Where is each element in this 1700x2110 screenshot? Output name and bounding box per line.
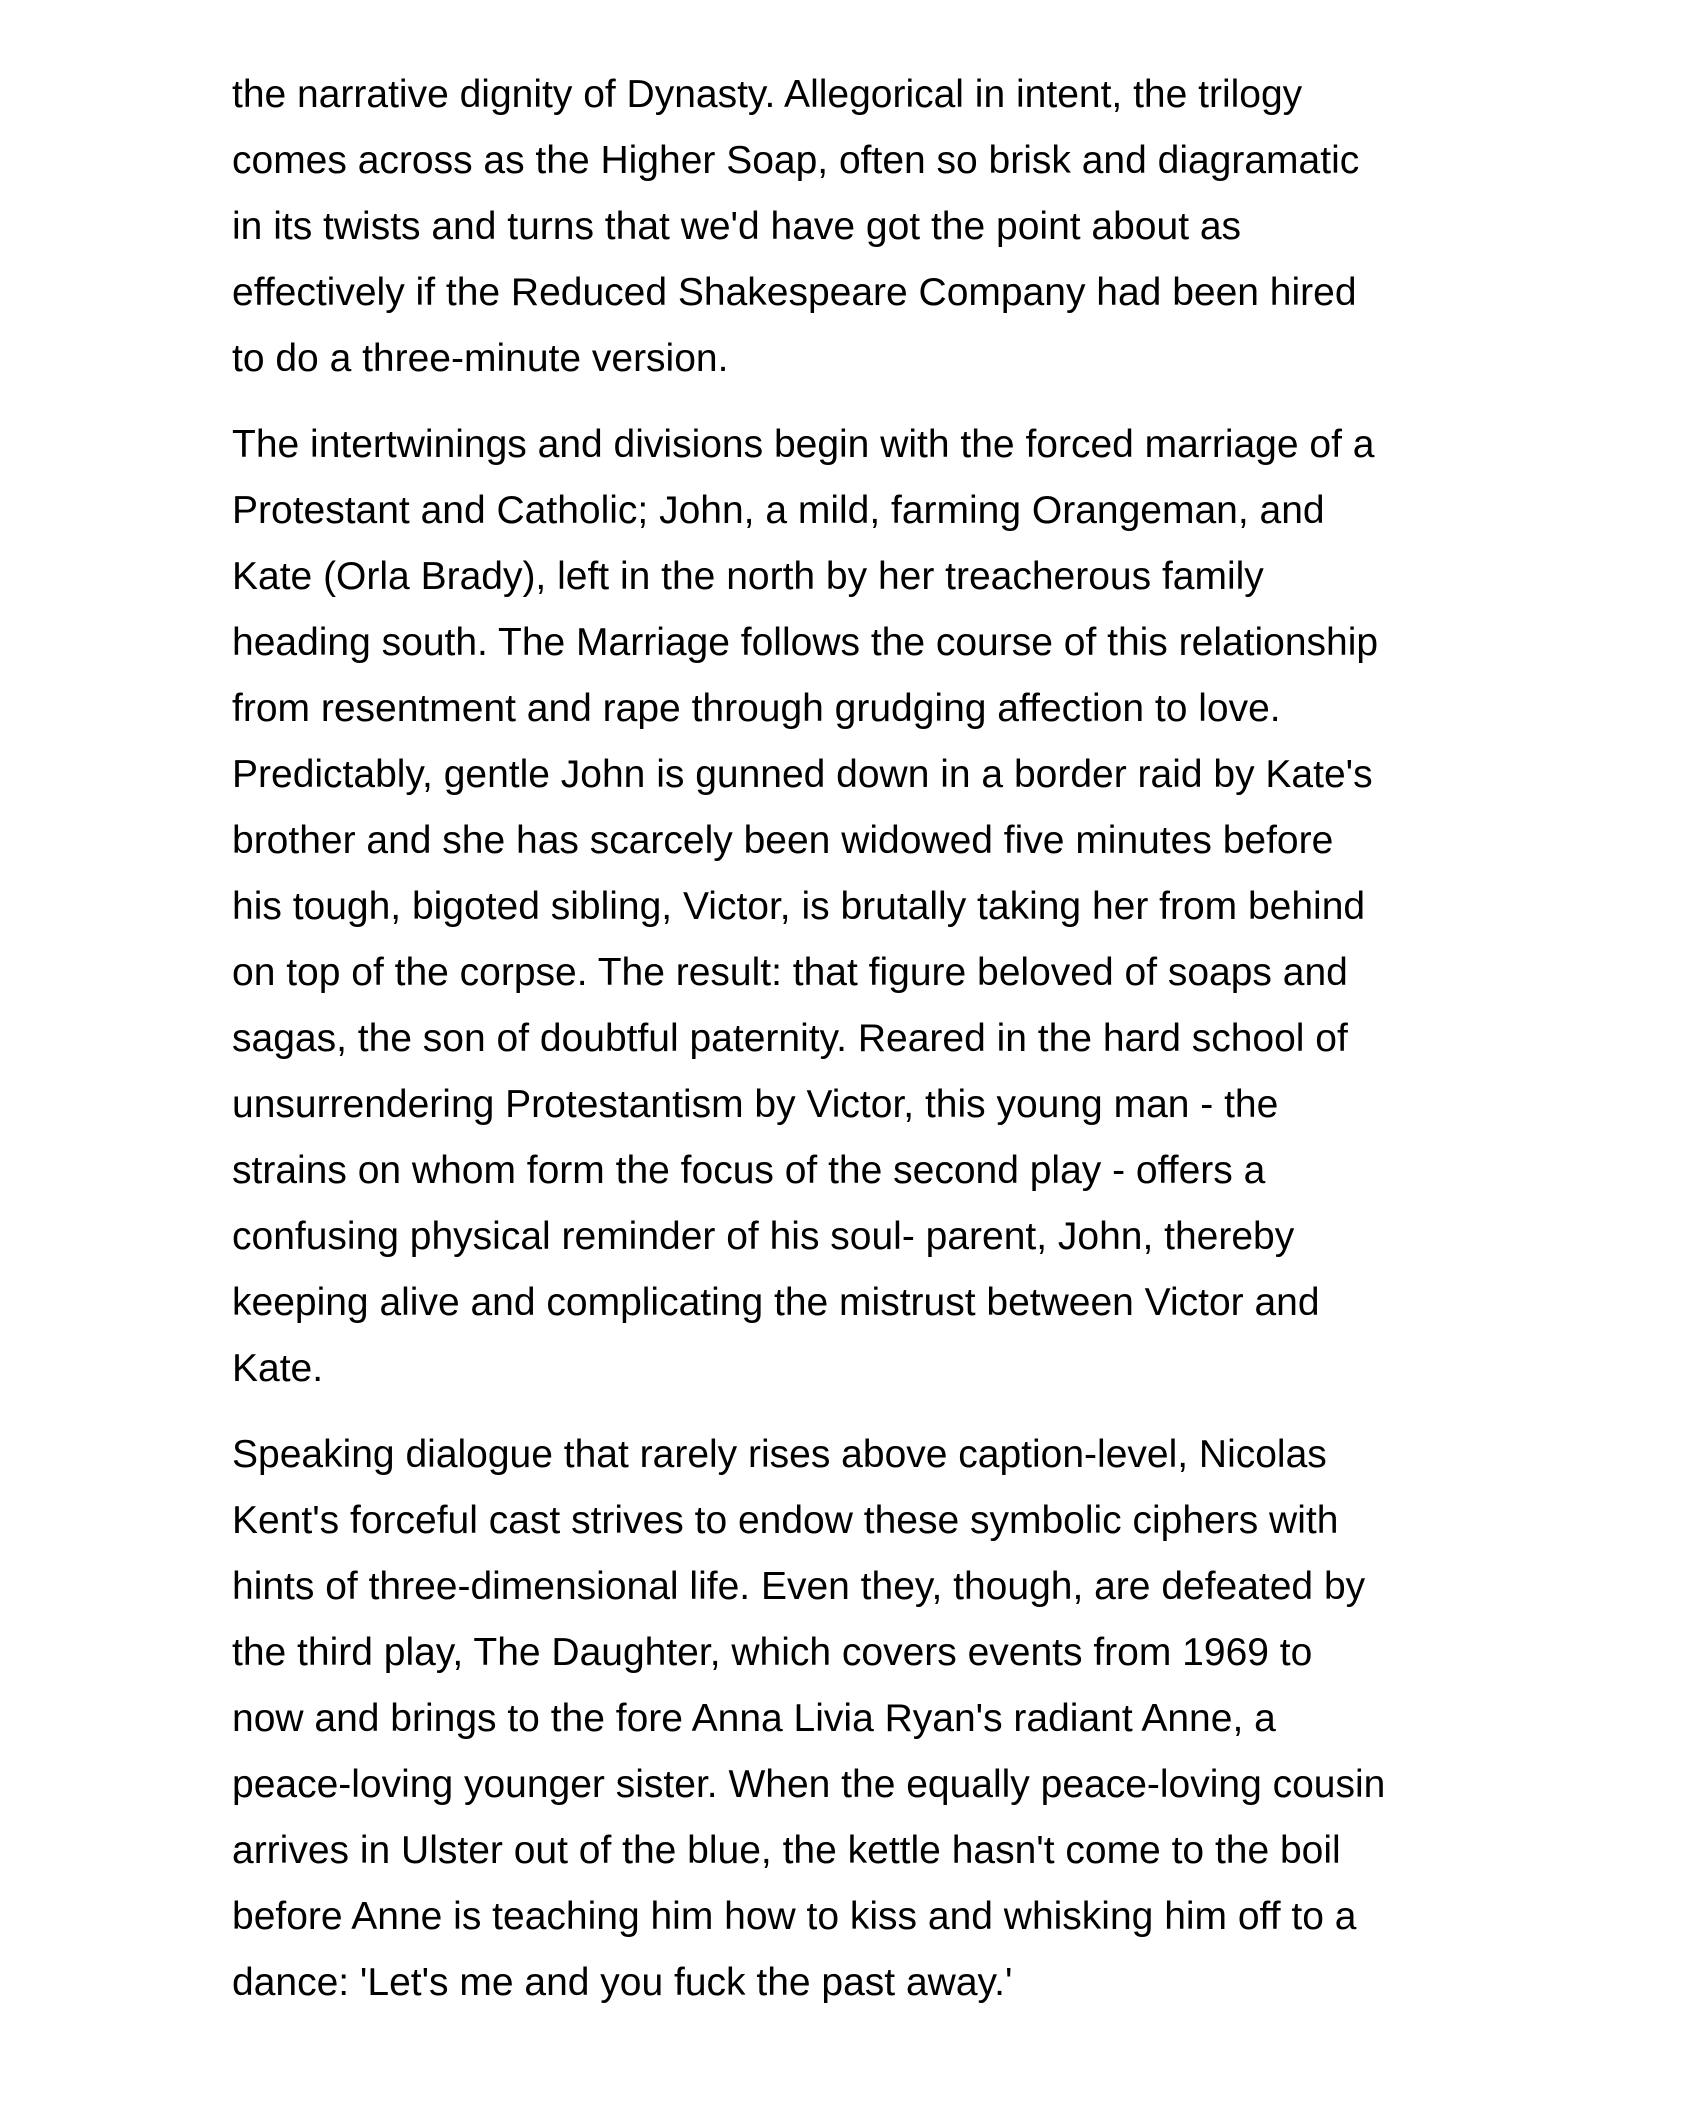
text-line: in its twists and turns that we'd have got the point about as xyxy=(232,205,1242,248)
text-line: Protestant and Catholic; John, a mild, farming Orangeman, and xyxy=(232,489,1325,532)
text-line: his tough, bigoted sibling, Victor, is brutally taking her from behind xyxy=(232,885,1366,928)
text-line: strains on whom form the focus of the second play - offers a xyxy=(232,1149,1266,1192)
text-line: Speaking dialogue that rarely rises above caption-level, Nicolas xyxy=(232,1433,1327,1476)
text-line: the narrative dignity of Dynasty. Allegorical in intent, the trilogy xyxy=(232,73,1303,116)
text-line: keeping alive and complicating the mistrust between Victor and xyxy=(232,1281,1320,1324)
text-line: before Anne is teaching him how to kiss and whisking him off to a xyxy=(232,1895,1357,1938)
paragraph-1 xyxy=(232,62,1472,392)
text-line: brother and she has scarcely been widowed five minutes before xyxy=(232,819,1334,862)
text-line: Predictably, gentle John is gunned down in a border raid by Kate's xyxy=(232,753,1373,796)
text-line: confusing physical reminder of his soul- parent, John, thereby xyxy=(232,1215,1295,1258)
text-line: sagas, the son of doubtful paternity. Reared in the hard school of xyxy=(232,1017,1348,1060)
text-line: dance: 'Let's me and you fuck the past away.' xyxy=(232,1961,1013,2004)
text-line: arrives in Ulster out of the blue, the kettle hasn't come to the boil xyxy=(232,1829,1341,1872)
paragraph-2 xyxy=(232,412,1472,1402)
text-line: effectively if the Reduced Shakespeare Company had been hired xyxy=(232,271,1357,314)
text-line: now and brings to the fore Anna Livia Ryan's radiant Anne, a xyxy=(232,1697,1276,1740)
text-line: from resentment and rape through grudging affection to love. xyxy=(232,687,1281,730)
paragraph-3 xyxy=(232,1422,1472,2016)
text-line: comes across as the Higher Soap, often so brisk and diagramatic xyxy=(232,139,1360,182)
text-line: hints of three-dimensional life. Even they, though, are defeated by xyxy=(232,1565,1366,1608)
text-line: heading south. The Marriage follows the course of this relationship xyxy=(232,621,1379,664)
text-line: the third play, The Daughter, which covers events from 1969 to xyxy=(232,1631,1313,1674)
text-line: peace-loving younger sister. When the equally peace-loving cousin xyxy=(232,1763,1386,1806)
text-line: Kent's forceful cast strives to endow these symbolic ciphers with xyxy=(232,1499,1339,1542)
text-line: The intertwinings and divisions begin with the forced marriage of a xyxy=(232,423,1375,466)
text-line: unsurrendering Protestantism by Victor, this young man - the xyxy=(232,1083,1279,1126)
text-line: on top of the corpse. The result: that figure beloved of soaps and xyxy=(232,951,1348,994)
text-line: Kate. xyxy=(232,1347,324,1390)
text-line: Kate (Orla Brady), left in the north by her treacherous family xyxy=(232,555,1264,598)
text-line: to do a three-minute version. xyxy=(232,337,729,380)
